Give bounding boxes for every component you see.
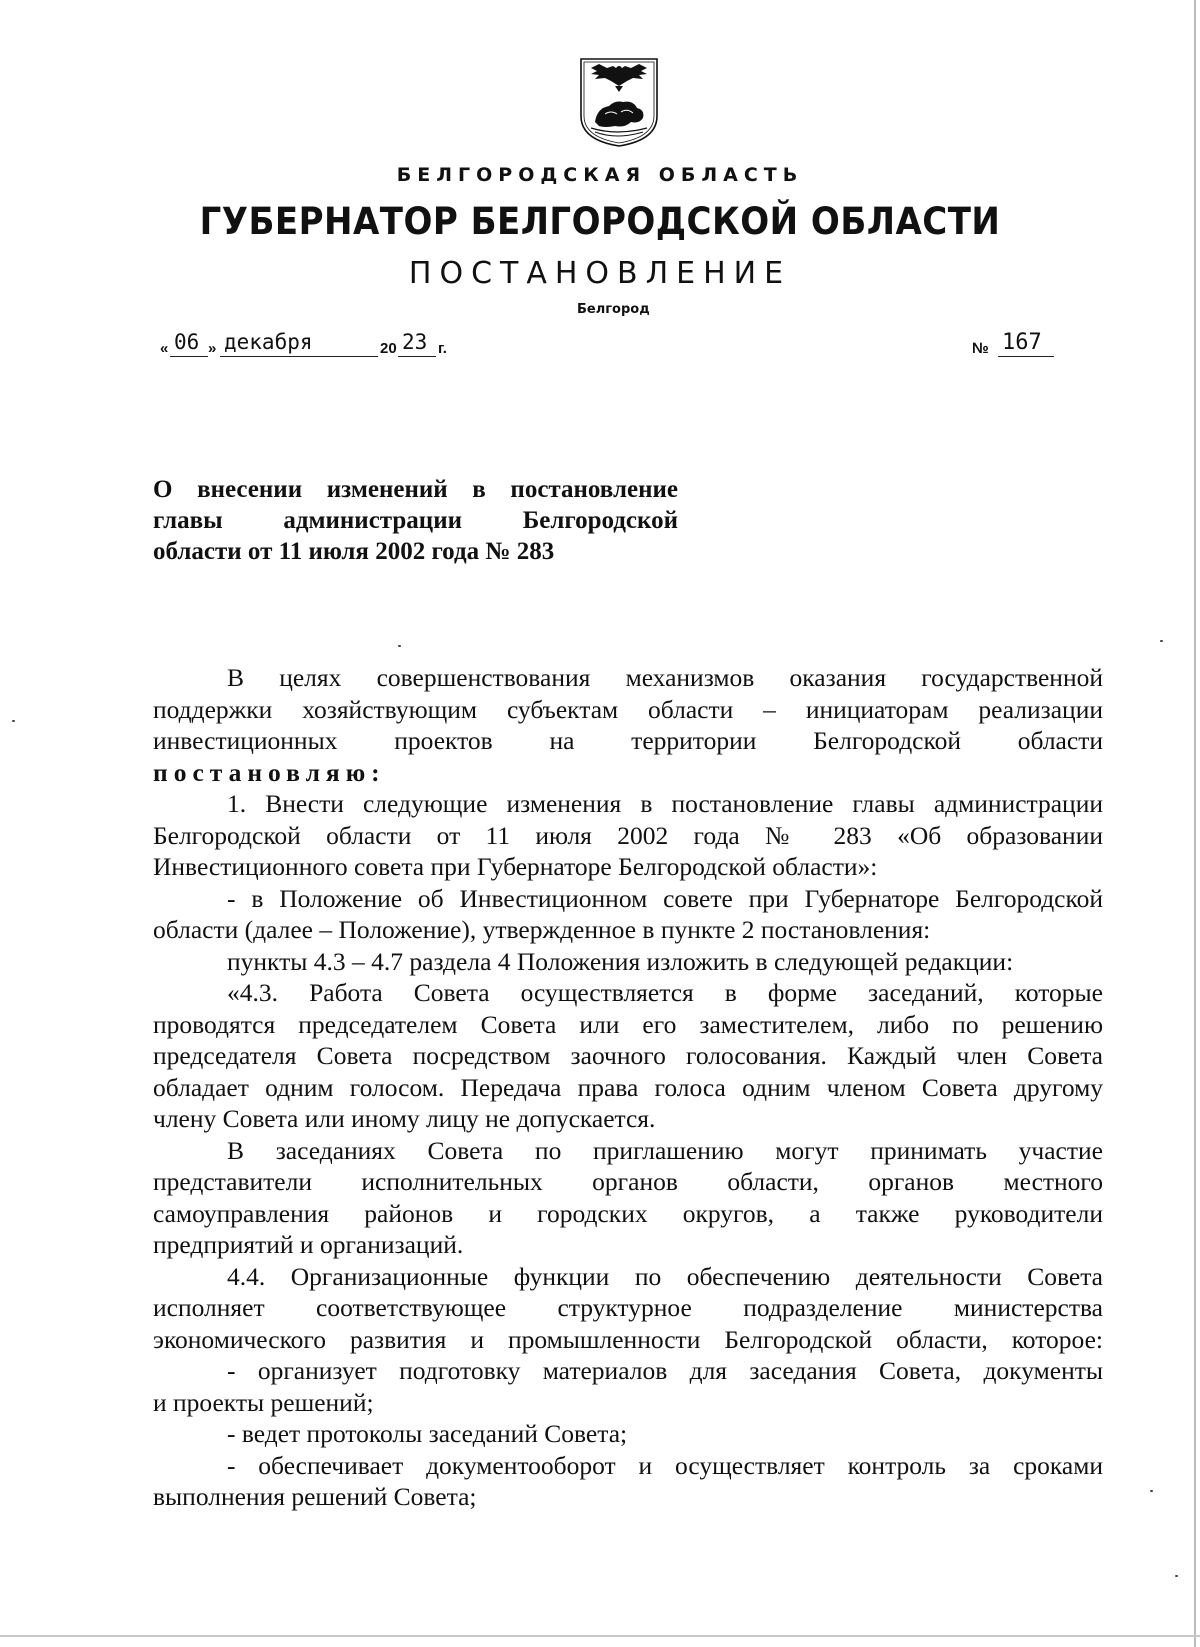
date-year-suffix: г. <box>438 340 447 357</box>
scan-edge-right <box>1194 0 1196 1647</box>
body-line: «4.3. Работа Совета осуществляется в форме заседаний, которые <box>227 978 1103 1007</box>
number-underline <box>998 356 1054 357</box>
body-line: пункты 4.3 – 4.7 раздела 4 Положения изложить в следующей редакции: <box>227 946 1014 976</box>
scan-speck <box>1160 640 1163 642</box>
body-line: Белгородской области от 11 июля 2002 года № 283 «Об образовании <box>153 820 1103 850</box>
body-line: экономического развития и промышленности Белгородской области, которое: <box>153 1324 1103 1354</box>
scan-speck <box>398 645 401 647</box>
body-line: выполнения решений Совета; <box>153 1482 477 1511</box>
subject-line: главы администрации Белгородской <box>153 507 678 534</box>
body-line: 1. Внести следующие изменения в постановление главы администрации <box>227 789 1103 818</box>
body-line: инвестиционных проектов на территории Белгородской области <box>153 726 1103 755</box>
number-label: № <box>972 340 989 357</box>
date-year-underline <box>398 356 436 357</box>
body-line: - организует подготовку материалов для заседания Совета, документы <box>227 1356 1103 1385</box>
document-type: ПОСТАНОВЛЕНИЕ <box>408 256 792 291</box>
date-month: декабря <box>224 330 313 354</box>
body-line: представители исполнительных органов области, органов местного <box>153 1167 1103 1196</box>
scan-speck <box>1150 1490 1153 1492</box>
body-line: 4.4. Организационные функции по обеспечению деятельности Совета <box>227 1261 1103 1291</box>
body-line: В заседаниях Совета по приглашению могут принимать участие <box>227 1135 1103 1165</box>
body-line: В целях совершенствования механизмов оказания государственной <box>227 663 1103 692</box>
date-close-quote: » <box>208 340 217 357</box>
subject-line: О внесении изменений в постановление <box>153 476 678 503</box>
body-line: - ведет протоколы заседаний Совета; <box>227 1419 628 1448</box>
document-date <box>160 330 500 360</box>
date-day: 06 <box>174 330 200 354</box>
body-line: обладает одним голосом. Передача права голоса одним членом Совета другому <box>153 1072 1103 1102</box>
scan-speck <box>1175 1575 1178 1577</box>
body-line: поддержки хозяйствующим субъектам области – инициаторам реализации <box>153 694 1103 724</box>
city-name: Белгород <box>577 302 650 317</box>
number-value: 167 <box>1002 330 1042 355</box>
scan-edge-bottom <box>0 1635 1200 1637</box>
document-number <box>972 330 1082 360</box>
document-subject <box>153 474 678 567</box>
belgorod-coat-of-arms-icon <box>577 56 661 148</box>
region-name: БЕЛГОРОДСКАЯ ОБЛАСТЬ <box>396 164 804 186</box>
authority-title: ГУБЕРНАТОР БЕЛГОРОДСКОЙ ОБЛАСТИ <box>199 200 1001 243</box>
date-month-underline <box>220 356 378 357</box>
date-year: 23 <box>402 330 428 354</box>
document-body <box>153 662 1103 1513</box>
body-line: самоуправления районов и городских округов, а также руководители <box>153 1198 1103 1228</box>
body-line: - обеспечивает документооборот и осуществляет контроль за сроками <box>227 1450 1103 1480</box>
date-day-underline <box>170 356 208 357</box>
body-line: проводятся председателем Совета или его заместителем, либо по решению <box>153 1009 1103 1039</box>
body-line: и проекты решений; <box>153 1387 374 1417</box>
body-line: предприятий и организаций. <box>153 1230 464 1259</box>
body-line: исполняет соответствующее структурное подразделение министерства <box>153 1293 1103 1322</box>
date-open-quote: « <box>160 340 169 357</box>
subject-line: области от 11 июля 2002 года № 283 <box>153 538 555 565</box>
date-century: 20 <box>380 340 397 357</box>
body-line: председателя Совета посредством заочного голосования. Каждый член Совета <box>153 1041 1103 1070</box>
body-line: Инвестиционного совета при Губернаторе Белгородской области»: <box>153 852 878 881</box>
body-line: области (далее – Положение), утвержденное в пункте 2 постановления: <box>153 915 931 944</box>
decree-keyword: постановляю: <box>153 757 386 787</box>
body-line: - в Положение об Инвестиционном совете при Губернаторе Белгородской <box>227 883 1103 913</box>
scan-speck <box>12 720 15 722</box>
body-line: члену Совета или иному лицу не допускается. <box>153 1104 656 1133</box>
